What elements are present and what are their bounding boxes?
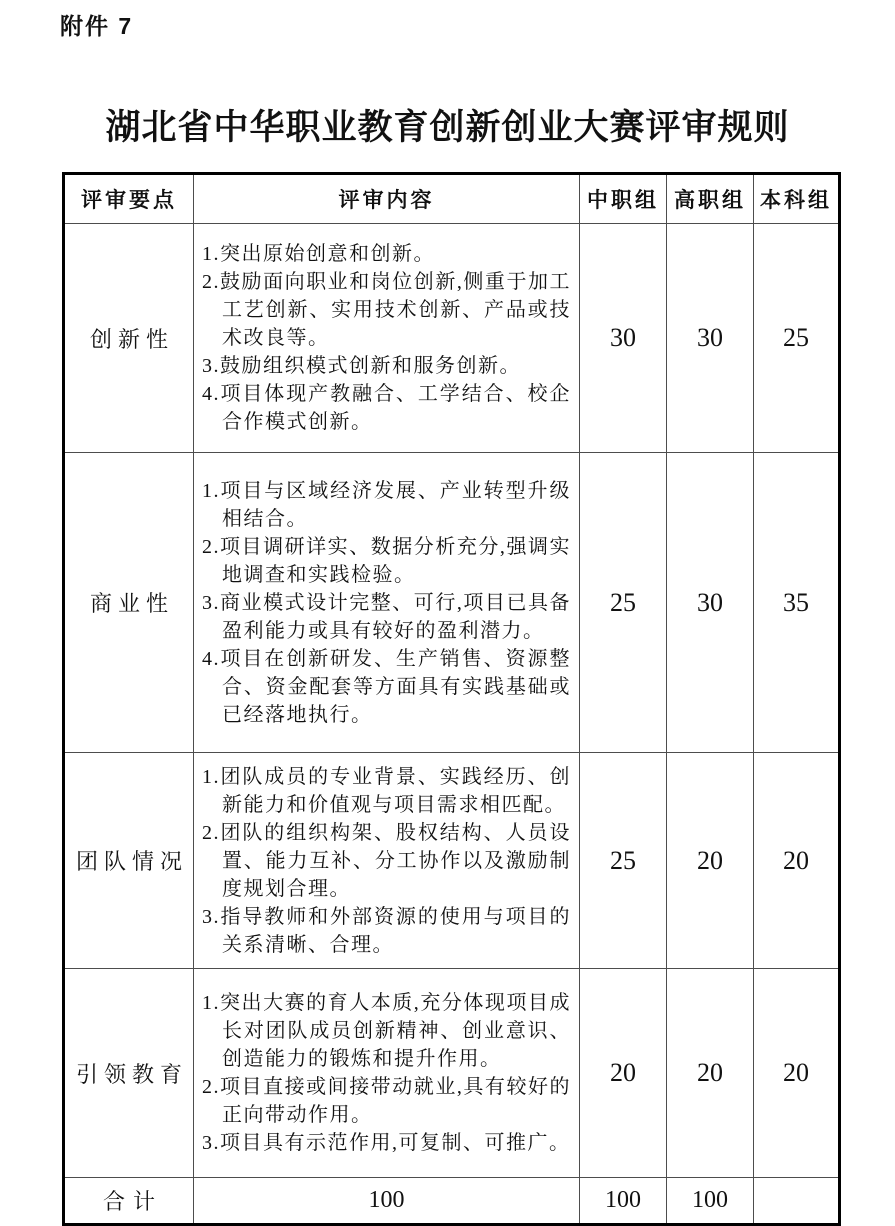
content-item: 2.项目调研详实、数据分析充分,强调实地调查和实践检验。 (202, 535, 571, 586)
score-cell-secondary: 25 (580, 753, 667, 969)
content-item-list (202, 989, 571, 1157)
score-cell-undergraduate: 35 (754, 453, 840, 753)
score-cell-undergraduate: 25 (754, 224, 840, 453)
content-item-list (202, 240, 571, 436)
score-cell-undergraduate: 20 (754, 969, 840, 1178)
content-item: 3.商业模式设计完整、可行,项目已具备盈利能力或具有较好的盈利潜力。 (202, 591, 571, 642)
column-header-higher-vocational-group: 高职组 (667, 174, 754, 224)
rubric-table (62, 172, 841, 1226)
content-item: 3.项目具有示范作用,可复制、可推广。 (202, 1132, 571, 1154)
score-cell-secondary: 25 (580, 453, 667, 753)
content-item: 1.突出大赛的育人本质,充分体现项目成长对团队成员创新精神、创业意识、创造能力的锻炼和提升作用。 (202, 992, 571, 1070)
review-content-cell (194, 453, 580, 753)
review-content-cell (194, 224, 580, 453)
score-cell-secondary: 20 (580, 969, 667, 1178)
content-item: 4.项目体现产教融合、工学结合、校企合作模式创新。 (202, 383, 571, 433)
review-point-cell: 团队情况 (64, 753, 194, 969)
table-row-team (64, 753, 840, 969)
review-point-cell: 商业性 (64, 453, 194, 753)
attachment-label: 附件 7 (60, 13, 134, 39)
review-point-cell: 创新性 (64, 224, 194, 453)
table-row-innovation (64, 224, 840, 453)
content-item: 1.项目与区域经济发展、产业转型升级相结合。 (202, 479, 571, 530)
review-content-cell (194, 969, 580, 1178)
score-cell-higher: 30 (667, 224, 754, 453)
content-item: 2.鼓励面向职业和岗位创新,侧重于加工工艺创新、实用技术创新、产品或技术改良等。 (202, 271, 571, 349)
table-row-commercial (64, 453, 840, 753)
content-item: 3.指导教师和外部资源的使用与项目的关系清晰、合理。 (202, 905, 571, 956)
header-row (64, 174, 840, 224)
score-cell-higher: 20 (667, 969, 754, 1178)
total-score-cell-higher: 100 (667, 1178, 754, 1225)
content-item: 1.突出原始创意和创新。 (202, 243, 435, 265)
content-item: 1.团队成员的专业背景、实践经历、创新能力和价值观与项目需求相匹配。 (202, 765, 571, 816)
column-header-review-content: 评审内容 (194, 174, 580, 224)
content-item: 3.鼓励组织模式创新和服务创新。 (202, 355, 521, 377)
page-title: 湖北省中华职业教育创新创业大赛评审规则 (105, 108, 790, 147)
review-point-cell: 引领教育 (64, 969, 194, 1178)
column-header-undergraduate-group: 本科组 (754, 174, 840, 224)
content-item: 2.团队的组织构架、股权结构、人员设置、能力互补、分工协作以及激励制度规划合理。 (202, 821, 571, 900)
content-item: 4.项目在创新研发、生产销售、资源整合、资金配套等方面具有实践基础或已经落地执行。 (202, 647, 571, 726)
table-row-education (64, 969, 840, 1178)
review-content-cell (194, 753, 580, 969)
score-cell-undergraduate: 20 (754, 753, 840, 969)
total-row (64, 1178, 840, 1225)
score-cell-secondary: 30 (580, 224, 667, 453)
column-header-review-point: 评审要点 (64, 174, 194, 224)
content-item: 2.项目直接或间接带动就业,具有较好的正向带动作用。 (202, 1076, 571, 1126)
score-cell-higher: 30 (667, 453, 754, 753)
total-score-cell-secondary: 100 (580, 1178, 667, 1225)
content-item-list (202, 763, 571, 959)
total-content-cell: 100 (194, 1178, 580, 1225)
content-item-list (202, 477, 571, 729)
score-cell-higher: 20 (667, 753, 754, 969)
total-score-cell-undergraduate (754, 1178, 840, 1225)
column-header-secondary-vocational-group: 中职组 (580, 174, 667, 224)
total-label-cell: 合计 (64, 1178, 194, 1225)
